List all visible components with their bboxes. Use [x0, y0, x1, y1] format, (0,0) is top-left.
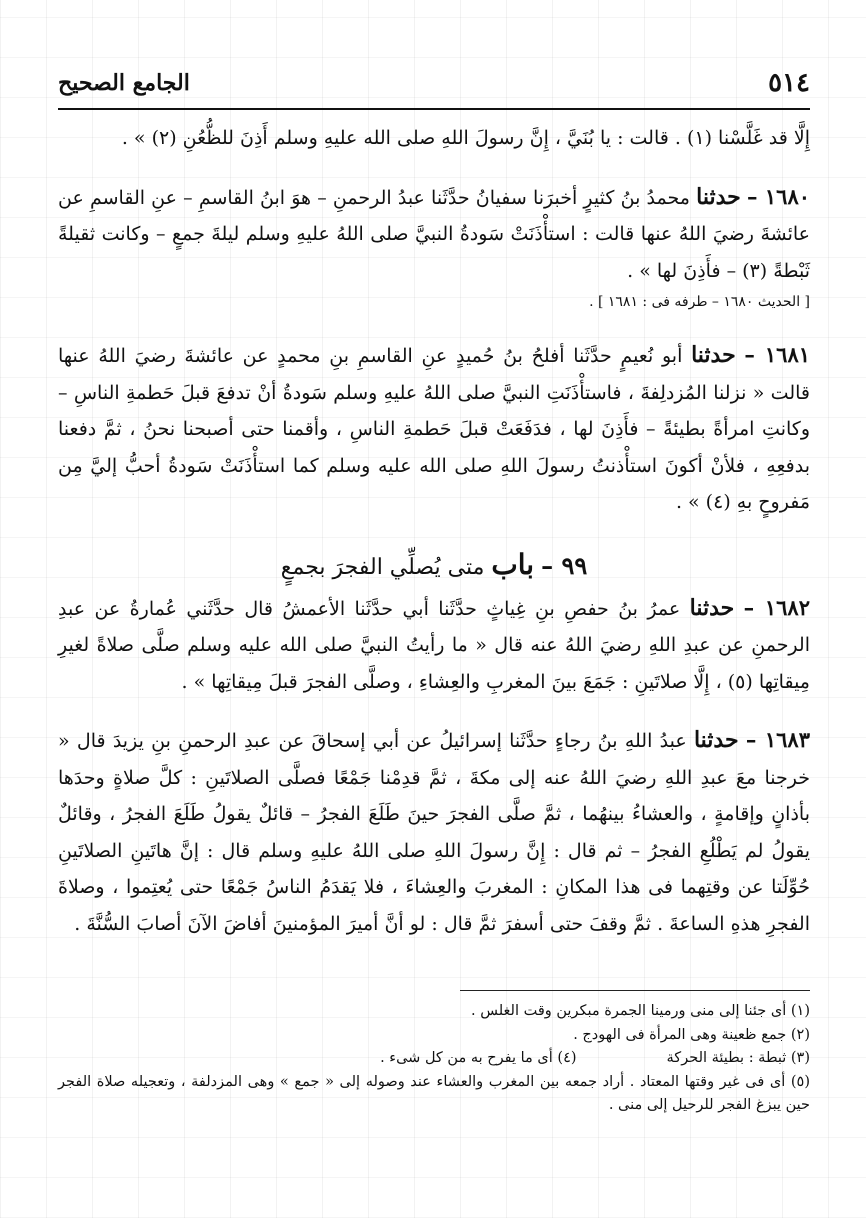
footnote-row — [58, 1047, 810, 1071]
footnote-3: (٣) ثبطة : بطيئة الحركة — [666, 1050, 810, 1066]
hadith-number: ١٦٨١ – — [744, 342, 811, 367]
chapter-title: متى يُصلِّي الفجرَ بجمعٍ — [280, 554, 485, 580]
hadith-number: ١٦٨٢ – — [743, 594, 810, 620]
footnote-divider — [460, 990, 810, 991]
hadith-opener: حدثنا — [691, 342, 736, 368]
main-text — [58, 120, 810, 942]
continuation-paragraph: إِلَّا قد غَلَّسْنا (١) . قالت : يا بُنَيَّ ، إِنَّ رسولَ اللهِ صلى الله عليهِ وسلم أَذِنَ للظُّعُنِ (٢) » . — [121, 127, 810, 149]
page-number: ٥١٤ — [768, 68, 810, 98]
chapter-label: باب — [491, 547, 535, 581]
page-header — [58, 68, 810, 110]
hadith-text: محمدُ بنُ كثيرٍ أخبرَنا سفيانُ حدَّثَنا عبدُ الرحمنِ – هوَ ابنُ القاسمِ – عنِ القاسمِ عن عائشةَ رضيَ اللهُ عنها قالت : استأْذَنَتْ سَودةُ النبيَّ صلى اللهُ عليهِ وسلم ليلةَ جمعٍ – وكانت ثقيلةً ثَبْطةً (٣) – فأَذِنَ لها » . — [58, 186, 810, 282]
footnote-5: (٥) أى فى غير وقتها المعتاد . أراد جمعه بين المغرب والعشاء عند وصوله إلى « جمع » وهى المزدلفة ، وتعجيله صلاة الفجر حين يبزغ الفجر للرحيل إلى منى . — [58, 1073, 810, 1113]
hadith-cross-reference: [ الحديث ١٦٨٠ – طرفه فى : ١٦٨١ ] . — [589, 294, 810, 310]
hadith-1682 — [58, 590, 810, 701]
hadith-number: ١٦٨٣ – — [745, 727, 810, 752]
hadith-opener: حدثنا — [696, 183, 741, 210]
hadith-number: ١٦٨٠ – — [746, 183, 811, 209]
hadith-text: أبو نُعيمٍ حدَّثَنا أفلحُ بنُ حُميدٍ عنِ القاسمِ بنِ محمدٍ عن عائشةَ رضيَ اللهُ عنها قالت « نزلنا المُزدلِفةَ ، فاستأْذَنَتِ النبيَّ صلى اللهُ عليهِ وسلم سَودةُ أنْ تدفعَ قبلَ حَطمةِ الناسِ – وكانتِ امرأةً بطيئةً – فأَذِنَ لها ، فدَفَعَتْ قبلَ حَطمةِ الناسِ ، وأقمنا حتى أصبحنا نحنُ ، ثمَّ دفعنا بدفعِهِ ، فلأنْ أكونَ استأْذنتُ رسولَ اللهِ صلى الله عليه وسلم كما استأْذَنَتْ سَودةُ أحبُّ إليَّ مِن مَفروحٍ بهِ (٤) » . — [58, 345, 810, 513]
hadith-1681 — [58, 337, 810, 521]
hadith-1680 — [58, 179, 810, 290]
footnote-1: (١) أى جئنا إلى منى ورمينا الجمرة مبكرين وقت الغلس . — [471, 1003, 810, 1019]
hadith-opener: حدثنا — [689, 594, 735, 621]
hadith-text: عمرُ بنُ حفصِ بنِ غِياثٍ حدَّثَنا أبي حدَّثَنا الأعمشُ قال حدَّثَني عُمارةُ عن عبدِ الرحمنِ عن عبدِ اللهِ رضيَ اللهُ عنه قال « ما رأيتُ النبيَّ صلى الله عليه وسلم صلَّى صلاةً لغيرِ مِيقاتِها (٥) ، إِلَّا صلاتَينِ : جَمَعَ بينَ المغربِ والعِشاءِ ، وصلَّى الفجرَ قبلَ مِيقاتِها » . — [58, 597, 810, 693]
footnote-4: (٤) أى ما يفرح به من كل شىء . — [380, 1050, 577, 1066]
hadith-text: عبدُ اللهِ بنُ رجاءٍ حدَّثَنا إسرائيلُ عن أبي إسحاقَ عن عبدِ الرحمنِ بنِ يزيدَ قال « خرجنا معَ عبدِ اللهِ رضيَ اللهُ عنه إلى مكةَ ، ثمَّ قدِمْنا جَمْعًا فصلَّى الصلاتَينِ : كلَّ صلاةٍ وحدَها بأذانٍ وإقامةٍ ، والعشاءُ بينهُما ، ثمَّ صلَّى الفجرَ حينَ طَلَعَ الفجرُ – قائلٌ يقولُ طَلَعَ الفجرُ ، وقائلٌ يقولُ لم يَطْلُعِ الفجرُ – ثم قال : إِنَّ رسولَ اللهِ صلى اللهُ عليهِ وسلم قال : إنَّ هاتَينِ الصلاتَينِ حُوِّلَتا عن وقتِهما فى هذا المكانِ : المغربَ والعِشاءَ ، فلا يَقدَمُ الناسُ جَمْعًا حتى يُعتِموا ، وصلاةَ الفجرِ هذهِ الساعةَ . ثمَّ وقفَ حتى أسفرَ ثمَّ قال : لو أنَّ أميرَ المؤمنينَ أفاضَ الآنَ أصابَ السُّنَّةَ . — [58, 730, 810, 935]
footnote-2: (٢) جمع ظعينة وهى المرأة فى الهودج . — [573, 1026, 810, 1043]
chapter-heading — [58, 543, 810, 590]
running-title: الجامع الصحيح — [58, 70, 190, 96]
hadith-opener: حدثنا — [693, 727, 739, 753]
chapter-number: ٩٩ – — [541, 550, 588, 580]
footnotes — [58, 1000, 810, 1118]
hadith-1683 — [58, 722, 810, 942]
